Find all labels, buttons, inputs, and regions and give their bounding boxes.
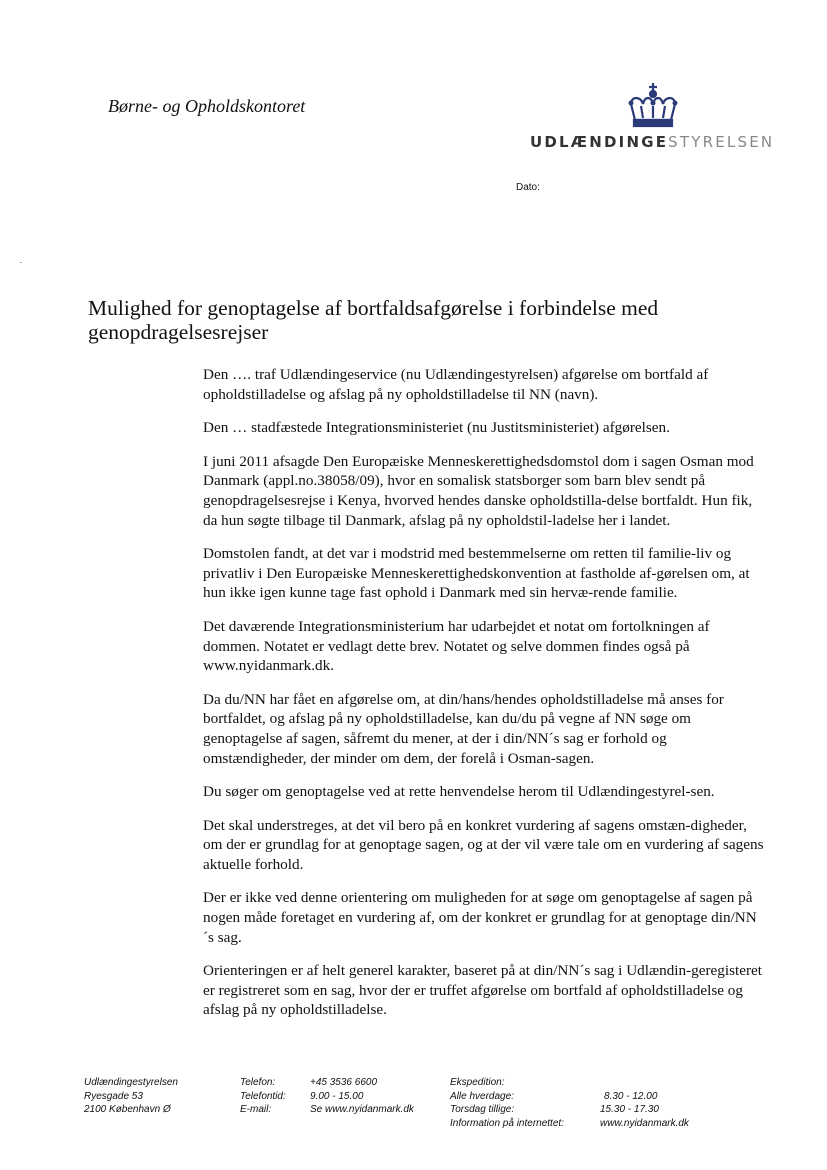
- footer-contact-value: +45 3536 6600: [310, 1077, 378, 1088]
- paragraph: Der er ikke ved denne orientering om muligheden for at søge om genoptagelse af sagen på nogen måde foretaget en vurdering af, om der konkret er grundlag for at genoptage din/NN´s sag.: [203, 889, 757, 946]
- paragraph: Den … stadfæstede Integrationsministeriet (nu Justitsministeriet) afgørelsen.: [203, 419, 670, 437]
- paragraph: Du søger om genoptagelse ved at rette henvendelse herom til Udlændingestyrel-sen.: [203, 783, 715, 801]
- paragraph: I juni 2011 afsagde Den Europæiske Menneskerettighedsdomstol dom i sagen Osman mod Danmark (appl.no.38058/09), hvor en somalisk statsborger som barn blev sendt på genopdragelsesrejse i Kenya, hvorved hendes danske opholdstilla-delse bortfaldt. Hun fik, da hun søgte tilbage til Danmark, afslag på ny opholdstil-ladelse her i landet.: [203, 452, 754, 529]
- footer-contact-value: Se www.nyidanmark.dk: [310, 1104, 414, 1115]
- footer-hours-value: 15.30 - 17.30: [600, 1104, 659, 1115]
- letter-body: [203, 365, 765, 1034]
- footer-contact-labels: [240, 1076, 286, 1117]
- footer-contact-value: 9.00 - 15.00: [310, 1090, 364, 1102]
- paragraph: Den …. traf Udlændingeservice (nu Udlændingestyrelsen) afgørelse om bortfald af opholdstilladelse og afslag på ny opholdstilladelse til NN (navn).: [203, 366, 709, 403]
- footer-address-line: Udlændingestyrelsen: [84, 1077, 178, 1088]
- letter-title: Mulighed for genoptagelse af bortfaldsafgørelse i forbindelse med genopdragelsesrejser: [88, 296, 659, 344]
- scan-mark: [20, 262, 22, 263]
- footer-hours-value: www.nyidanmark.dk: [600, 1117, 689, 1129]
- brand-name-part2: STYRELSEN: [668, 133, 775, 151]
- paragraph: Da du/NN har fået en afgørelse om, at din/hans/hendes opholdstilladelse må anses for bortfaldet, og afslag på ny opholdstilladelse, kan du/du på vegne af NN søge om genoptagelse af sagen, såfremt du mener, at der i din/NN´s sag er forhold og omstændigheder, der minder om dem, der forelå i Osman-sagen.: [203, 690, 724, 767]
- brand-name: [530, 133, 774, 151]
- footer-contact-label: E-mail:: [240, 1104, 272, 1115]
- footer-contact-label: Telefon:: [240, 1077, 276, 1088]
- footer-hours-label: Torsdag tillige:: [450, 1104, 515, 1115]
- paragraph: Domstolen fandt, at det var i modstrid med bestemmelserne om retten til familie-liv og privatliv i Den Europæiske Menneskerettighedskonvention at fastholde af-gørelsen om, at hun ikke igen kunne tage fast ophold i Danmark med sin hervæ-rende familie.: [203, 545, 750, 602]
- footer-hours-label: Ekspedition:: [450, 1077, 505, 1088]
- footer-address: [84, 1076, 178, 1117]
- footer-hours-label: Alle hverdage:: [450, 1090, 514, 1102]
- footer-hours-values: [600, 1076, 689, 1130]
- office-name: Børne- og Opholdskontoret: [108, 96, 306, 116]
- footer-hours-value: 8.30 - 12.00: [604, 1090, 658, 1102]
- footer-hours-value: [600, 1076, 689, 1090]
- footer-address-line: 2100 København Ø: [84, 1104, 171, 1115]
- footer-hours-label: Information på internettet:: [450, 1117, 564, 1129]
- footer-address-line: Ryesgade 53: [84, 1090, 143, 1102]
- agency-logo: [530, 82, 780, 162]
- crown-icon: [625, 82, 681, 128]
- paragraph: Orienteringen er af helt generel karakter, baseret på at din/NN´s sag i Udlændin-geregisteret er registreret som en sag, hvor der er truffet afgørelse om bortfald af opholdstilladelse og afslag på ny opholdstilladelse.: [203, 962, 762, 1019]
- paragraph: Det skal understreges, at det vil bero på en konkret vurdering af sagens omstæn-digheder, om der er grundlag for at genoptage sagen, og at der vil være tale om en vurdering af sagens aktuelle forhold.: [203, 816, 764, 873]
- footer-contact-label: Telefontid:: [240, 1090, 286, 1102]
- footer-hours-labels: [450, 1076, 564, 1130]
- brand-name-part1: UDLÆNDINGE: [530, 133, 669, 151]
- paragraph: Det daværende Integrationsministerium har udarbejdet et notat om fortolkningen af dommen. Notatet er vedlagt dette brev. Notatet og selve dommen findes også på www.nyidanmark.dk.: [203, 617, 710, 675]
- footer-contact-values: [310, 1076, 414, 1117]
- date-label: Dato:: [516, 182, 540, 193]
